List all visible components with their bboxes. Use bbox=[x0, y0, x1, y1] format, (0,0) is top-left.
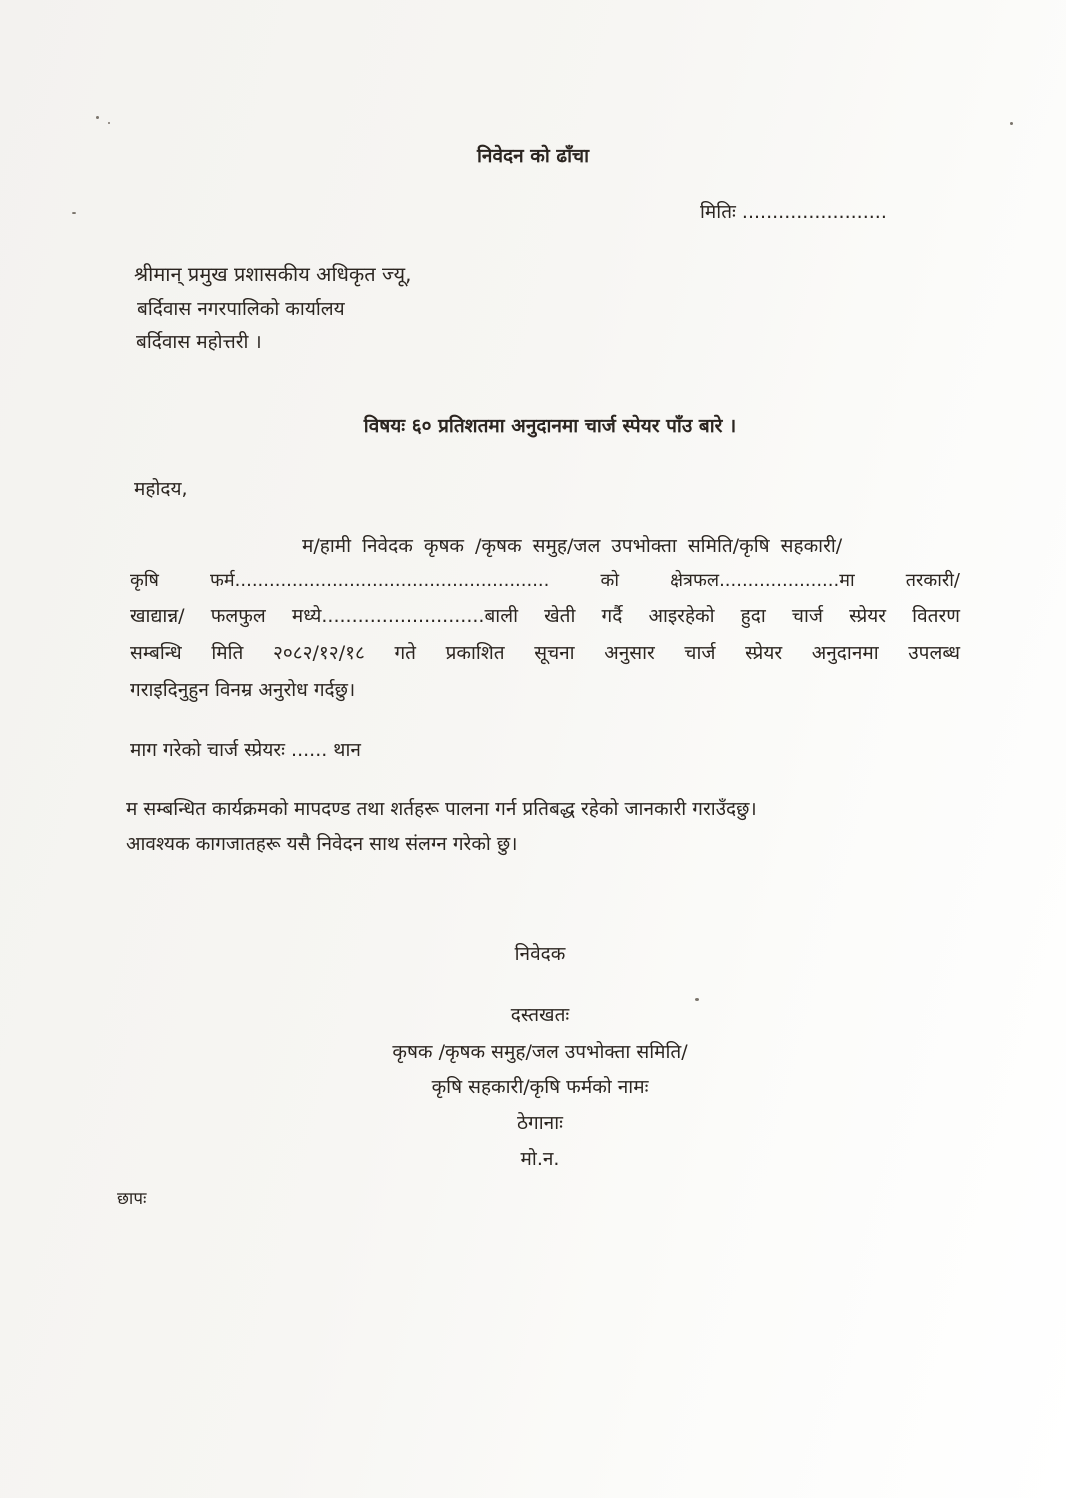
commitment-line-2: आवश्यक कागजातहरू यसै निवेदन साथ संलग्न गरेको छु। bbox=[126, 833, 518, 855]
commitment-line-1: म सम्बन्धित कार्यक्रमको मापदण्ड तथा शर्तहरू पालना गर्न प्रतिबद्ध रहेको जानकारी गराउँदछु। bbox=[126, 798, 757, 820]
paper-speck bbox=[96, 116, 99, 119]
mobile-label: मो.न. bbox=[520, 1148, 560, 1170]
body-line-4: सम्बन्धि मिति २०८२/१२/१८ गते प्रकाशित सूचना अनुसार चार्ज स्प्रेयर अनुदानमा उपलब्ध bbox=[130, 642, 960, 664]
address-label: ठेगानाः bbox=[517, 1112, 563, 1134]
paper-speck bbox=[72, 212, 76, 214]
demand-line: माग गरेको चार्ज स्प्रेयरः ...... थान bbox=[130, 739, 361, 761]
body-line-5: गराइदिनुहुन विनम्र अनुरोध गर्दछु। bbox=[130, 679, 356, 701]
body-line-2: कृषि फर्म....................................................... को क्षेत्रफल.....................मा तरकारी/ bbox=[130, 570, 960, 591]
page-title: निवेदन को ढाँचा bbox=[476, 145, 589, 167]
body-line-1: म/हामी निवेदक कृषक /कृषक समुह/जल उपभोक्ता समिति/कृषि सहकारी/ bbox=[302, 535, 843, 557]
salutation: महोदय, bbox=[134, 478, 188, 500]
paper-speck bbox=[108, 122, 110, 124]
organization-line-2: कृषि सहकारी/कृषि फर्मको नामः bbox=[431, 1076, 649, 1098]
recipient-line-3: बर्दिवास महोत्तरी । bbox=[136, 331, 262, 353]
paper-speck bbox=[695, 998, 699, 1001]
paper-speck bbox=[1010, 122, 1013, 125]
recipient-line-1: श्रीमान् प्रमुख प्रशासकीय अधिकृत ज्यू, bbox=[134, 262, 412, 286]
stamp-label: छापः bbox=[117, 1189, 147, 1209]
signature-label: दस्तखतः bbox=[510, 1004, 570, 1026]
organization-line-1: कृषक /कृषक समुह/जल उपभोक्ता समिति/ bbox=[392, 1041, 688, 1063]
applicant-label: निवेदक bbox=[514, 943, 566, 965]
subject-line: विषयः ६० प्रतिशतमा अनुदानमा चार्ज स्पेयर पाँउ बारे । bbox=[363, 415, 737, 437]
date-field: मितिः ........................ bbox=[700, 201, 887, 223]
body-line-3: खाद्यान्न/ फलफुल मध्ये...........................बाली खेती गर्दै आइरहेको हुदा चार्ज स्प्रेयर वितरण bbox=[130, 605, 960, 627]
recipient-line-2: बर्दिवास नगरपालिको कार्यालय bbox=[137, 298, 345, 320]
